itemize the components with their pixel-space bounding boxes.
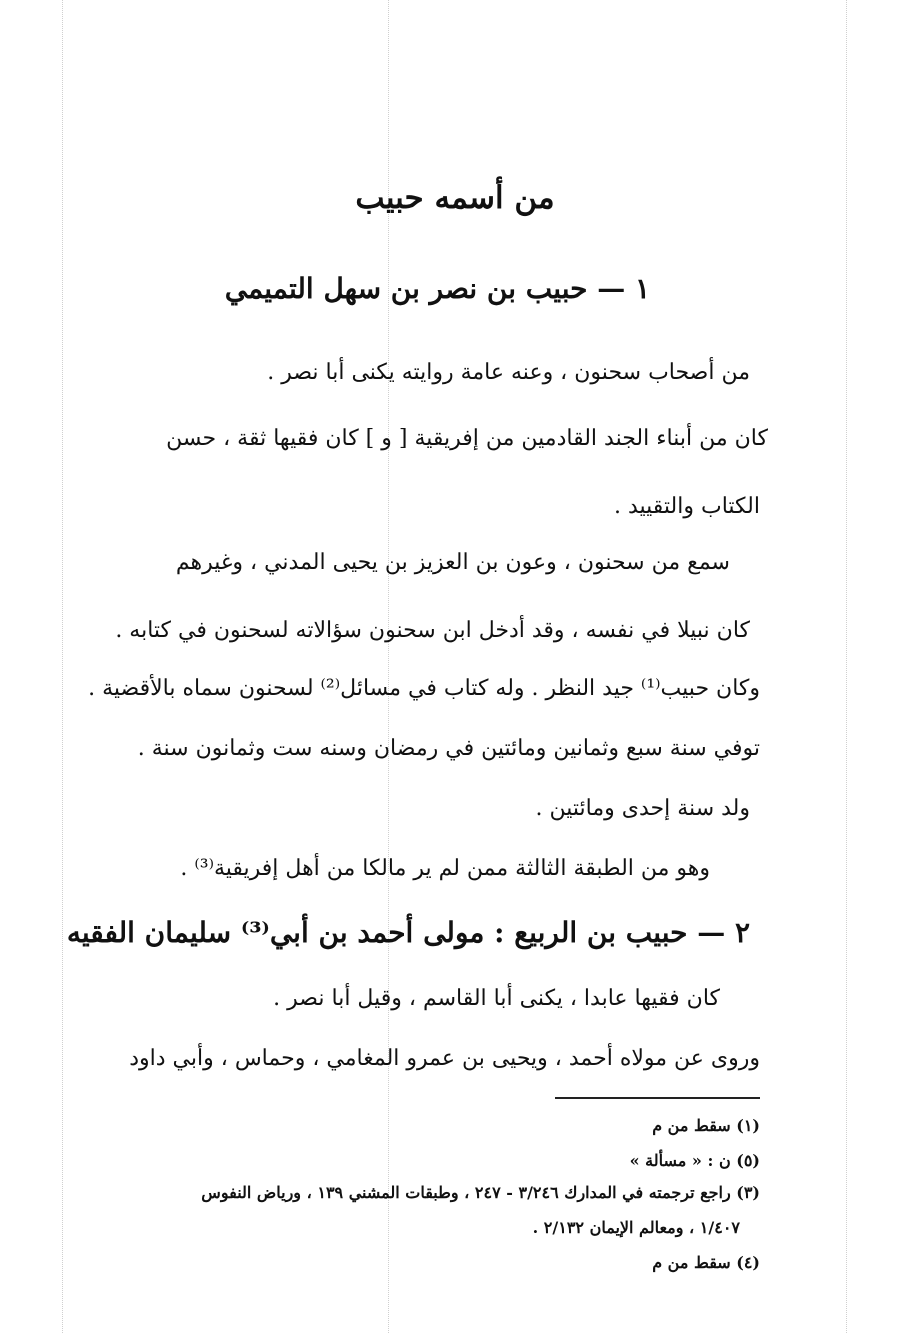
- entry-2-line: وروى عن مولاه أحمد ، ويحيى بن عمرو المغامي ، وحماس ، وأبي داود: [129, 1046, 760, 1071]
- footnote: (٥) ن : « مسألة »: [629, 1151, 760, 1170]
- footnote: (١) سقط من م: [652, 1116, 760, 1135]
- entry-1-line: سمع من سحنون ، وعون بن العزيز بن يحيى المدني ، وغيرهم: [175, 550, 730, 575]
- entry-2-line: كان فقيها عابدا ، يكنى أبا القاسم ، وقيل أبا نصر .: [273, 986, 720, 1011]
- entry-1-heading: ١ — حبيب بن نصر بن سهل التميمي: [224, 272, 650, 305]
- footnote-divider: [555, 1097, 760, 1099]
- footnote: (٣) راجع ترجمته في المدارك ٣/٢٤٦ - ٢٤٧ ، وطبقات المشني ١٣٩ ، ورياض النفوس: [201, 1183, 760, 1202]
- entry-1-line: كان من أبناء الجند القادمين من إفريقية [ و ] كان فقيها ثقة ، حسن: [166, 426, 768, 451]
- entry-1-line: وكان حبيب⁽¹⁾ جيد النظر . وله كتاب في مسائل⁽²⁾ لسحنون سماه بالأقضية .: [88, 676, 760, 701]
- entry-1-line: توفي سنة سبع وثمانين ومائتين في رمضان وسنه ست وثمانون سنة .: [137, 736, 760, 761]
- entry-1-line: كان نبيلا في نفسه ، وقد أدخل ابن سحنون سؤالاته لسحنون في كتابه .: [115, 618, 750, 643]
- footnote: ١/٤٠٧ ، ومعالم الإيمان ٢/١٣٢ .: [532, 1218, 740, 1237]
- entry-1-line: ولد سنة إحدى ومائتين .: [535, 796, 750, 821]
- footnote: (٤) سقط من م: [652, 1253, 760, 1272]
- entry-1-line: من أصحاب سحنون ، وعنه عامة روايته يكنى أبا نصر .: [267, 360, 750, 385]
- entry-1-line: الكتاب والتقييد .: [613, 494, 760, 519]
- section-title: من أسمه حبيب: [355, 180, 555, 216]
- entry-1-line: وهو من الطبقة الثالثة ممن لم ير مالكا من أهل إفريقية⁽³⁾ .: [180, 856, 710, 881]
- entry-2-heading: ٢ — حبيب بن الربيع : مولى أحمد بن أبي⁽³⁾ سليمان الفقيه: [66, 916, 750, 949]
